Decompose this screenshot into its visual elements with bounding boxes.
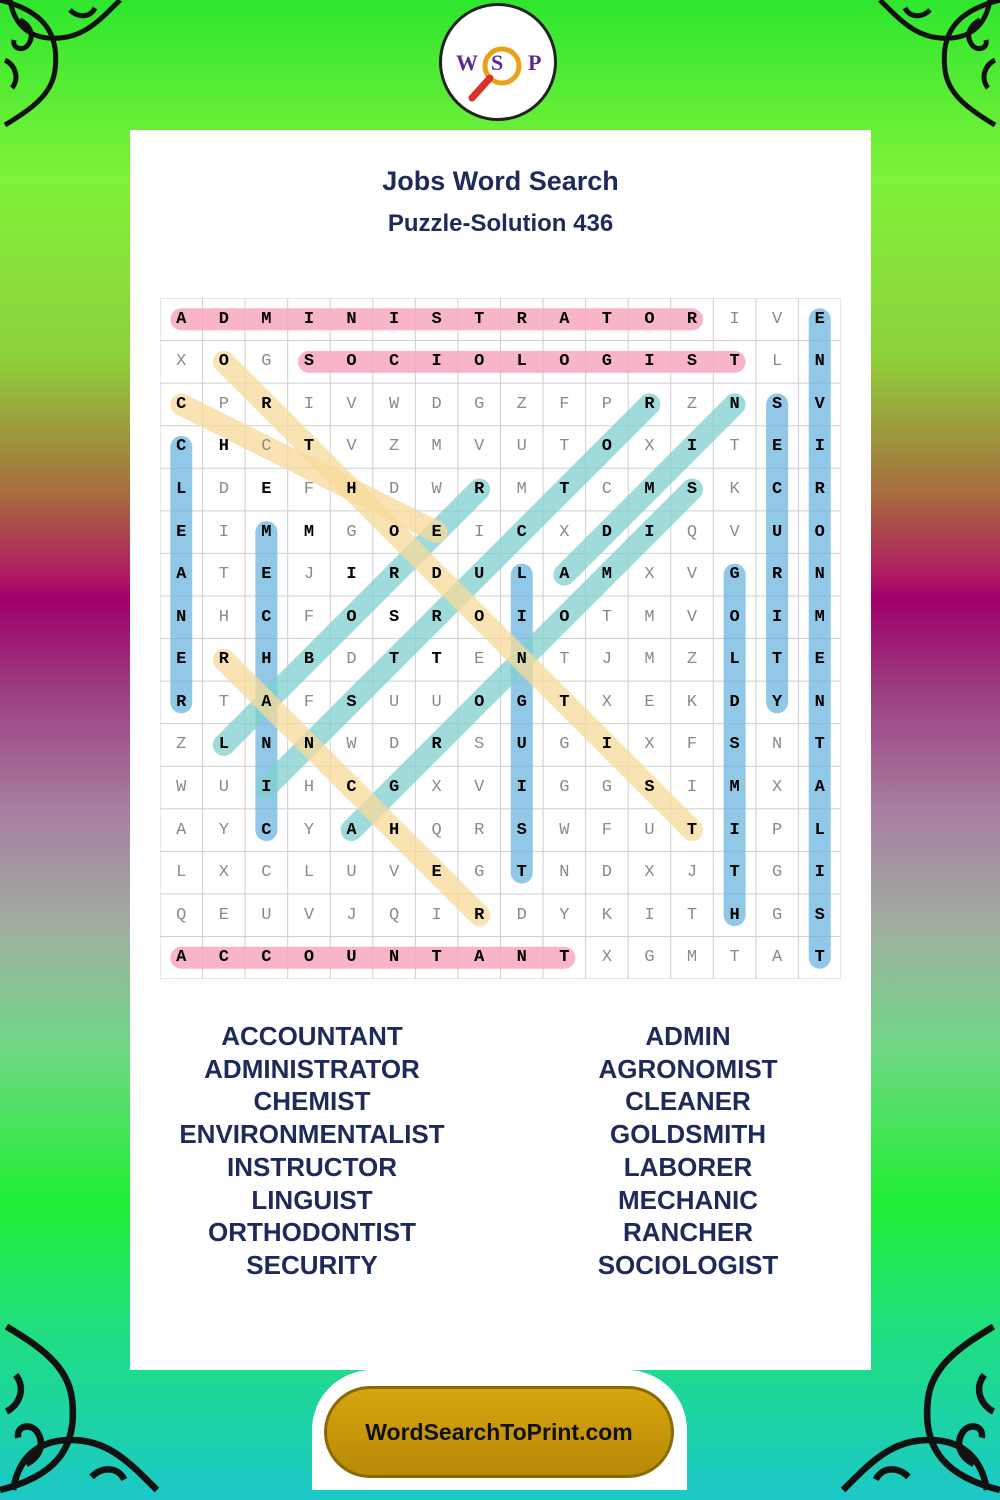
grid-cell[interactable]: T xyxy=(303,437,315,457)
grid-cell[interactable]: L xyxy=(516,352,527,372)
grid-cell[interactable]: I xyxy=(644,352,655,372)
grid-cell[interactable]: O xyxy=(559,352,570,372)
grid-cell[interactable]: C xyxy=(261,820,272,840)
grid-cell[interactable]: H xyxy=(729,905,740,925)
grid-cell[interactable]: C xyxy=(516,522,527,542)
grid-cell[interactable]: S xyxy=(729,735,740,755)
grid-cell[interactable]: I xyxy=(644,905,655,925)
grid-cell[interactable]: G xyxy=(729,565,740,585)
grid-cell[interactable]: O xyxy=(346,352,357,372)
grid-cell[interactable]: O xyxy=(218,352,229,372)
puzzle-title: Jobs Word Search xyxy=(382,166,619,196)
grid-cell[interactable]: T xyxy=(814,735,825,755)
grid-cell[interactable]: C xyxy=(346,777,357,797)
grid-cell[interactable]: E xyxy=(218,905,229,925)
grid-cell[interactable]: V xyxy=(346,437,357,457)
grid-cell[interactable]: G xyxy=(559,735,570,755)
site-link-button[interactable]: WordSearchToPrint.com xyxy=(324,1386,674,1478)
grid-cell[interactable]: X xyxy=(601,948,612,968)
grid-cell[interactable]: T xyxy=(729,352,740,372)
grid-cell[interactable]: H xyxy=(388,820,400,840)
grid-cell[interactable]: E xyxy=(261,565,272,585)
grid-cell[interactable]: O xyxy=(729,607,740,627)
grid-cell[interactable]: S xyxy=(474,735,485,755)
grid-cell[interactable]: C xyxy=(261,437,272,457)
grid-cell[interactable]: X xyxy=(644,437,655,457)
grid-cell[interactable]: G xyxy=(388,777,400,797)
grid-cell[interactable]: Y xyxy=(772,692,783,712)
grid-cell[interactable]: I xyxy=(303,394,315,414)
grid-cell[interactable]: T xyxy=(559,437,570,457)
grid-cell[interactable]: V xyxy=(303,905,315,925)
grid-cell[interactable]: E xyxy=(431,863,442,883)
grid-cell[interactable]: D xyxy=(346,650,357,670)
grid-cell[interactable]: V xyxy=(814,394,825,414)
grid-cell[interactable]: Y xyxy=(218,820,229,840)
grid-cell[interactable]: C xyxy=(261,948,272,968)
grid-cell[interactable]: K xyxy=(686,692,698,712)
grid-cell[interactable]: T xyxy=(431,650,442,670)
grid-cell[interactable]: J xyxy=(346,905,357,925)
grid-cell[interactable]: Q xyxy=(431,820,442,840)
grid-cell[interactable]: K xyxy=(729,480,740,500)
grid-cell[interactable]: N xyxy=(388,948,400,968)
grid-cell[interactable]: Z xyxy=(516,394,527,414)
grid-cell[interactable]: N xyxy=(772,735,783,755)
grid-cell[interactable]: T xyxy=(516,863,527,883)
word-list-item: LABORER xyxy=(623,1151,753,1182)
corner-ornament-top-right xyxy=(870,0,1000,130)
grid-cell[interactable]: U xyxy=(772,522,783,542)
grid-cell[interactable]: H xyxy=(261,650,272,670)
grid-cell[interactable]: L xyxy=(176,863,187,883)
grid-cell[interactable]: T xyxy=(559,480,570,500)
puzzle-panel xyxy=(130,130,871,1370)
grid-cell[interactable]: A xyxy=(176,948,187,968)
grid-cell[interactable]: V xyxy=(729,522,740,542)
grid-cell[interactable]: U xyxy=(516,735,527,755)
grid-cell[interactable]: I xyxy=(729,820,740,840)
grid-cell[interactable]: I xyxy=(516,777,527,797)
grid-cell[interactable]: T xyxy=(559,948,570,968)
grid-cell[interactable]: G xyxy=(346,522,357,542)
grid-cell[interactable]: R xyxy=(644,394,655,414)
grid-cell[interactable]: I xyxy=(388,309,400,329)
grid-cell[interactable]: G xyxy=(772,905,783,925)
grid-cell[interactable]: E xyxy=(814,650,825,670)
grid-cell[interactable]: M xyxy=(431,437,442,457)
puzzle-subtitle: Puzzle-Solution 436 xyxy=(387,210,614,237)
grid-cell[interactable]: F xyxy=(303,692,315,712)
grid-cell[interactable]: T xyxy=(601,309,612,329)
grid-cell[interactable]: L xyxy=(814,820,825,840)
grid-cell[interactable]: S xyxy=(303,352,315,372)
grid-cell[interactable]: T xyxy=(814,948,825,968)
grid-cell[interactable]: X xyxy=(601,692,612,712)
grid-cell[interactable]: U xyxy=(516,437,527,457)
grid-cell[interactable]: Q xyxy=(176,905,187,925)
grid-cell[interactable]: E xyxy=(176,650,187,670)
grid-cell[interactable]: A xyxy=(772,948,783,968)
word-list-item: SOCIOLOGIST xyxy=(597,1249,779,1280)
grid-cell[interactable]: V xyxy=(772,309,783,329)
grid-cell[interactable]: Z xyxy=(388,437,400,457)
grid-cell[interactable]: W xyxy=(431,480,442,500)
footer xyxy=(312,1370,687,1490)
grid-cell[interactable]: D xyxy=(431,394,442,414)
grid-cell[interactable]: G xyxy=(261,352,272,372)
grid-cell[interactable]: I xyxy=(431,352,442,372)
grid-cell[interactable]: Y xyxy=(303,820,315,840)
grid-cell[interactable]: O xyxy=(814,522,825,542)
grid-cell[interactable]: R xyxy=(474,905,485,925)
grid-cell[interactable]: W xyxy=(388,394,400,414)
grid-cell[interactable]: S xyxy=(644,777,655,797)
grid-cell[interactable]: P xyxy=(772,820,783,840)
grid-cell[interactable]: I xyxy=(686,437,698,457)
grid-cell[interactable]: G xyxy=(601,352,612,372)
word-list-item: LINGUIST xyxy=(251,1184,373,1215)
grid-cell[interactable]: Y xyxy=(559,905,570,925)
grid-cell[interactable]: O xyxy=(303,948,315,968)
letter-grid xyxy=(160,298,841,979)
grid-cell[interactable]: R xyxy=(261,394,272,414)
grid-cell[interactable]: R xyxy=(388,565,400,585)
grid-cell[interactable]: M xyxy=(644,650,655,670)
grid-cell[interactable]: D xyxy=(516,905,527,925)
grid-cell[interactable]: S xyxy=(814,905,825,925)
grid-cell[interactable]: I xyxy=(431,905,442,925)
grid-cell[interactable]: E xyxy=(814,309,825,329)
grid-cell[interactable]: P xyxy=(601,394,612,414)
grid-cell[interactable]: S xyxy=(516,820,527,840)
grid-cell[interactable]: I xyxy=(729,309,740,329)
grid-cell[interactable]: H xyxy=(303,777,315,797)
grid-cell[interactable]: T xyxy=(601,607,612,627)
grid-cell[interactable]: I xyxy=(772,607,783,627)
grid-cell[interactable]: T xyxy=(218,565,229,585)
grid-cell[interactable]: L xyxy=(729,650,740,670)
grid-cell[interactable]: G xyxy=(516,692,527,712)
grid-cell[interactable]: G xyxy=(772,863,783,883)
grid-cell[interactable]: N xyxy=(559,863,570,883)
grid-cell[interactable]: G xyxy=(474,394,485,414)
grid-cell[interactable]: U xyxy=(388,692,400,712)
grid-cell[interactable]: Z xyxy=(686,394,698,414)
word-list-item: MECHANIC xyxy=(617,1184,759,1215)
grid-cell[interactable]: O xyxy=(601,437,612,457)
grid-cell[interactable]: E xyxy=(474,650,485,670)
grid-cell[interactable]: R xyxy=(176,692,187,712)
grid-cell[interactable]: I xyxy=(261,777,272,797)
grid-cell[interactable]: M xyxy=(601,565,612,585)
grid-cell[interactable]: U xyxy=(474,565,485,585)
grid-cell[interactable]: O xyxy=(474,352,485,372)
grid-cell[interactable]: U xyxy=(644,820,655,840)
word-list-item: ENVIRONMENTALIST xyxy=(179,1119,445,1150)
grid-cell[interactable]: B xyxy=(303,650,315,670)
grid-cell[interactable]: T xyxy=(729,437,740,457)
grid-cell[interactable]: M xyxy=(303,522,315,542)
grid-cell[interactable]: C xyxy=(176,394,187,414)
grid-cell[interactable]: I xyxy=(814,437,825,457)
grid-cell[interactable]: G xyxy=(474,863,485,883)
grid-cell[interactable]: C xyxy=(261,863,272,883)
grid-cell[interactable]: S xyxy=(346,692,357,712)
grid-cell[interactable]: R xyxy=(772,565,783,585)
grid-cell[interactable]: D xyxy=(729,692,740,712)
grid-cell[interactable]: L xyxy=(516,565,527,585)
grid-cell[interactable]: C xyxy=(176,437,187,457)
grid-cell[interactable]: W xyxy=(176,777,187,797)
grid-cell[interactable]: O xyxy=(474,692,485,712)
grid-cell[interactable]: R xyxy=(814,480,825,500)
grid-cell[interactable]: J xyxy=(686,863,698,883)
grid-cell[interactable]: X xyxy=(772,777,783,797)
grid-cell[interactable]: F xyxy=(559,394,570,414)
grid-cell[interactable]: S xyxy=(772,394,783,414)
grid-cell[interactable]: V xyxy=(388,863,400,883)
grid-cell[interactable]: R xyxy=(218,650,229,670)
site-logo[interactable] xyxy=(439,3,557,121)
grid-cell[interactable]: T xyxy=(218,692,229,712)
grid-cell[interactable]: L xyxy=(176,480,187,500)
grid-cell[interactable]: A xyxy=(559,309,570,329)
grid-cell[interactable]: T xyxy=(559,692,570,712)
word-list-item: RANCHER xyxy=(623,1217,753,1248)
grid-cell[interactable]: M xyxy=(516,480,527,500)
grid-cell[interactable]: E xyxy=(261,480,272,500)
grid-cell[interactable]: T xyxy=(686,820,698,840)
grid-cell[interactable]: J xyxy=(601,650,612,670)
grid-cell[interactable]: A xyxy=(261,692,272,712)
grid-cell[interactable]: I xyxy=(346,565,357,585)
grid-cell[interactable]: X xyxy=(176,352,187,372)
grid-cell[interactable]: M xyxy=(644,480,655,500)
grid-cell[interactable]: X xyxy=(644,735,655,755)
grid-cell[interactable]: C xyxy=(261,607,272,627)
grid-cell[interactable]: E xyxy=(431,522,442,542)
grid-cell[interactable]: K xyxy=(601,905,612,925)
grid-cell[interactable]: X xyxy=(559,522,570,542)
grid-cell[interactable]: U xyxy=(431,692,442,712)
grid-cell[interactable]: G xyxy=(559,777,570,797)
grid-cell[interactable]: X xyxy=(644,565,655,585)
grid-cell[interactable]: W xyxy=(346,735,357,755)
grid-cell[interactable]: F xyxy=(303,480,315,500)
grid-cell[interactable]: U xyxy=(346,863,357,883)
grid-cell[interactable]: T xyxy=(388,650,400,670)
grid-cell[interactable]: T xyxy=(474,309,485,329)
grid-cell[interactable]: M xyxy=(261,309,272,329)
word-list-item: AGRONOMIST xyxy=(598,1053,778,1084)
grid-cell[interactable]: C xyxy=(388,352,400,372)
grid-cell[interactable]: V xyxy=(346,394,357,414)
grid-cell[interactable]: I xyxy=(218,522,229,542)
word-list-right xyxy=(503,1020,873,1282)
grid-cell[interactable]: D xyxy=(601,863,612,883)
grid-cell[interactable]: N xyxy=(303,735,315,755)
grid-cell[interactable]: I xyxy=(516,607,527,627)
grid-cell[interactable]: N xyxy=(814,352,825,372)
grid-cell[interactable]: R xyxy=(474,820,485,840)
grid-cell[interactable]: E xyxy=(176,522,187,542)
grid-cell[interactable]: C xyxy=(601,480,612,500)
grid-cell[interactable]: F xyxy=(686,735,698,755)
grid-cell[interactable]: W xyxy=(559,820,570,840)
grid-cell[interactable]: M xyxy=(261,522,272,542)
grid-cell[interactable]: V xyxy=(686,607,698,627)
grid-cell[interactable]: X xyxy=(644,863,655,883)
grid-cell[interactable]: A xyxy=(346,820,357,840)
grid-cell[interactable]: V xyxy=(686,565,698,585)
grid-cell[interactable]: O xyxy=(644,309,655,329)
grid-cell[interactable]: F xyxy=(601,820,612,840)
word-search-grid xyxy=(160,298,841,979)
grid-cell[interactable]: M xyxy=(686,948,698,968)
grid-cell[interactable]: M xyxy=(814,607,825,627)
grid-cell[interactable]: X xyxy=(218,863,229,883)
grid-cell[interactable]: U xyxy=(218,777,229,797)
word-list-item: ORTHODONTIST xyxy=(208,1217,416,1248)
grid-cell[interactable]: T xyxy=(431,948,442,968)
grid-cell[interactable]: A xyxy=(474,948,485,968)
word-list-item: ACCOUNTANT xyxy=(221,1021,403,1051)
grid-cell[interactable]: C xyxy=(218,948,229,968)
grid-cell[interactable]: E xyxy=(772,437,783,457)
grid-cell[interactable]: D xyxy=(388,735,400,755)
grid-cell[interactable]: P xyxy=(218,394,229,414)
word-list-left xyxy=(127,1020,497,1282)
grid-cell[interactable]: R xyxy=(474,480,485,500)
grid-cell[interactable]: X xyxy=(431,777,442,797)
grid-cell[interactable]: I xyxy=(303,309,315,329)
grid-cell[interactable]: N xyxy=(176,607,187,627)
word-list-item: INSTRUCTOR xyxy=(227,1151,397,1182)
grid-cell[interactable]: H xyxy=(218,607,229,627)
grid-cell[interactable]: E xyxy=(644,692,655,712)
grid-cell[interactable]: A xyxy=(559,565,570,585)
grid-cell[interactable]: N xyxy=(261,735,272,755)
grid-cell[interactable]: O xyxy=(388,522,400,542)
grid-cell[interactable]: F xyxy=(303,607,315,627)
grid-cell[interactable]: M xyxy=(644,607,655,627)
logo-letter-p: P xyxy=(528,50,542,75)
grid-cell[interactable]: N xyxy=(516,650,527,670)
grid-cell[interactable]: D xyxy=(431,565,442,585)
grid-cell[interactable]: O xyxy=(346,607,357,627)
grid-cell[interactable]: I xyxy=(644,522,655,542)
grid-cell[interactable]: R xyxy=(431,735,442,755)
grid-cell[interactable]: A xyxy=(814,777,825,797)
grid-cell[interactable]: T xyxy=(559,650,570,670)
grid-cell[interactable]: D xyxy=(218,480,229,500)
logo-letter-s: S xyxy=(491,50,504,75)
grid-cell[interactable]: S xyxy=(686,352,698,372)
grid-cell[interactable]: D xyxy=(601,522,612,542)
grid-cell[interactable]: V xyxy=(474,437,485,457)
grid-cell[interactable]: A xyxy=(176,309,187,329)
word-list-item: CHEMIST xyxy=(253,1086,371,1117)
grid-cell[interactable]: L xyxy=(218,735,229,755)
grid-cell[interactable]: N xyxy=(516,948,527,968)
grid-cell[interactable]: J xyxy=(303,565,315,585)
grid-cell[interactable]: D xyxy=(388,480,400,500)
grid-cell[interactable]: Z xyxy=(176,735,187,755)
grid-cell[interactable]: I xyxy=(601,735,612,755)
grid-cell[interactable]: Q xyxy=(686,522,698,542)
word-list-item: ADMINISTRATOR xyxy=(204,1053,420,1084)
grid-cell[interactable]: L xyxy=(303,863,315,883)
grid-cell[interactable]: M xyxy=(729,777,740,797)
grid-cell[interactable]: H xyxy=(218,437,229,457)
grid-cell[interactable]: N xyxy=(346,309,357,329)
grid-cell[interactable]: A xyxy=(176,820,187,840)
grid-cell[interactable]: H xyxy=(346,480,357,500)
grid-cell[interactable]: I xyxy=(474,522,485,542)
grid-cell[interactable]: T xyxy=(729,863,740,883)
grid-cell[interactable]: C xyxy=(772,480,783,500)
grid-cell[interactable]: T xyxy=(729,948,740,968)
grid-cell[interactable]: N xyxy=(814,692,825,712)
grid-cell[interactable]: T xyxy=(686,905,698,925)
grid-cell[interactable]: R xyxy=(686,309,698,329)
grid-cell[interactable]: Q xyxy=(388,905,400,925)
grid-cell[interactable]: S xyxy=(388,607,400,627)
grid-cell[interactable]: U xyxy=(261,905,272,925)
grid-cell[interactable]: V xyxy=(474,777,485,797)
grid-cell[interactable]: G xyxy=(601,777,612,797)
word-list-item: ADMIN xyxy=(645,1021,731,1051)
grid-cell[interactable]: N xyxy=(814,565,825,585)
grid-cell[interactable]: L xyxy=(772,352,783,372)
grid-cell[interactable]: R xyxy=(431,607,442,627)
grid-cell[interactable]: G xyxy=(644,948,655,968)
word-list-item: CLEANER xyxy=(625,1086,751,1117)
grid-cell[interactable]: A xyxy=(176,565,187,585)
grid-cell[interactable]: S xyxy=(686,480,698,500)
word-list-item: GOLDSMITH xyxy=(610,1119,766,1150)
grid-cell[interactable]: S xyxy=(431,309,442,329)
grid-cell[interactable]: Z xyxy=(686,650,698,670)
grid-cell[interactable]: R xyxy=(516,309,527,329)
grid-cell[interactable]: O xyxy=(474,607,485,627)
word-list-item: SECURITY xyxy=(246,1249,378,1280)
grid-cell[interactable]: U xyxy=(346,948,357,968)
grid-cell[interactable]: D xyxy=(218,309,229,329)
grid-cell[interactable]: T xyxy=(772,650,783,670)
grid-cell[interactable]: N xyxy=(729,394,740,414)
logo-letter-w: W xyxy=(456,50,478,75)
grid-cell[interactable]: O xyxy=(559,607,570,627)
grid-cell[interactable]: I xyxy=(686,777,698,797)
corner-ornament-top-left xyxy=(0,0,130,130)
grid-cell[interactable]: I xyxy=(814,863,825,883)
